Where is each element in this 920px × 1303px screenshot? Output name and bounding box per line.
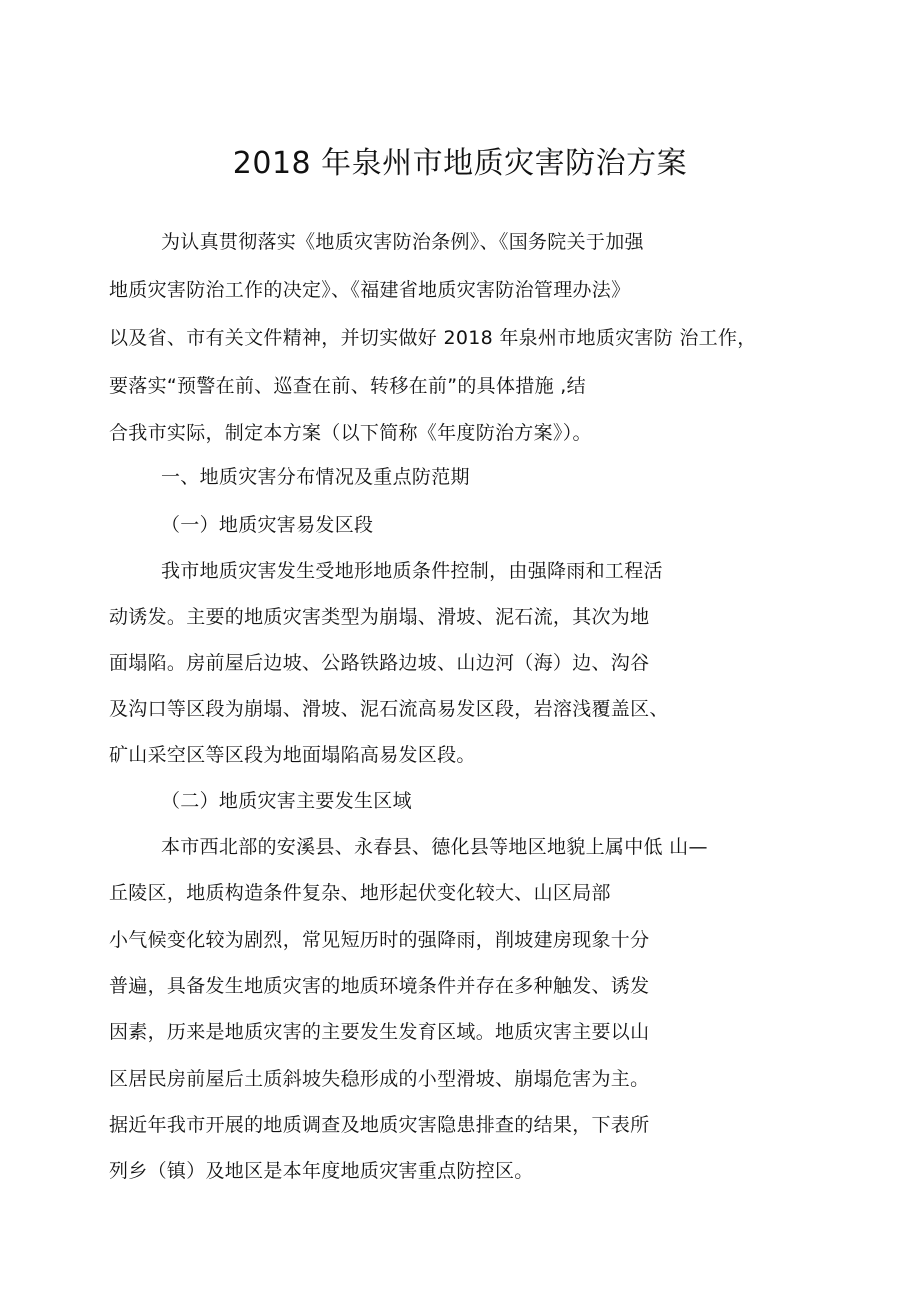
paragraph-line: 普遍，具备发生地质灾害的地质环境条件并存在多种触发、诱发 <box>109 975 650 997</box>
section-heading: 一、地质灾害分布情况及重点防范期 <box>161 466 470 488</box>
paragraph-line: 动诱发。主要的地质灾害类型为崩塌、滑坡、泥石流，其次为地 <box>109 606 650 628</box>
paragraph-line: 本市西北部的安溪县、永春县、德化县等地区地貌上属中低 山— <box>161 836 708 858</box>
document-title: 2018 年泉州市地质灾害防治方案 <box>232 146 688 182</box>
subsection-heading: （一）地质灾害易发区段 <box>161 514 374 536</box>
paragraph-line: 区居民房前屋后土质斜坡失稳形成的小型滑坡、崩塌危害为主。 <box>109 1068 650 1090</box>
paragraph-line: 列乡（镇）及地区是本年度地质灾害重点防控区。 <box>109 1160 534 1182</box>
paragraph-line: 据近年我市开展的地质调查及地质灾害隐患排查的结果，下表所 <box>109 1114 650 1136</box>
paragraph-line: 我市地质灾害发生受地形地质条件控制，由强降雨和工程活 <box>161 560 663 582</box>
subsection-heading: （二）地质灾害主要发生区域 <box>161 790 412 812</box>
paragraph-line: 以及省、市有关文件精神，并切实做好 2018 年泉州市地质灾害防 治工作， <box>109 327 757 349</box>
paragraph-line: 合我市实际，制定本方案（以下简称《年度防治方案》）。 <box>109 422 592 444</box>
paragraph-line: 要落实“预警在前、巡查在前、转移在前”的具体措施 ,结 <box>109 375 586 397</box>
paragraph-line: 及沟口等区段为崩塌、滑坡、泥石流高易发区段，岩溶浅覆盖区、 <box>109 698 669 720</box>
paragraph-line: 为认真贯彻落实《地质灾害防治条例》、《国务院关于加强 <box>161 231 644 253</box>
paragraph-line: 因素，历来是地质灾害的主要发生发育区域。地质灾害主要以山 <box>109 1021 650 1043</box>
paragraph-line: 小气候变化较为剧烈，常见短历时的强降雨，削坡建房现象十分 <box>109 929 650 951</box>
paragraph-line: 矿山采空区等区段为地面塌陷高易发区段。 <box>109 744 476 766</box>
paragraph-line: 地质灾害防治工作的决定》、《福建省地质灾害防治管理办法》 <box>109 279 631 301</box>
paragraph-line: 丘陵区，地质构造条件复杂、地形起伏变化较大、山区局部 <box>109 882 611 904</box>
paragraph-line: 面塌陷。房前屋后边坡、公路铁路边坡、山边河（海）边、沟谷 <box>109 652 650 674</box>
